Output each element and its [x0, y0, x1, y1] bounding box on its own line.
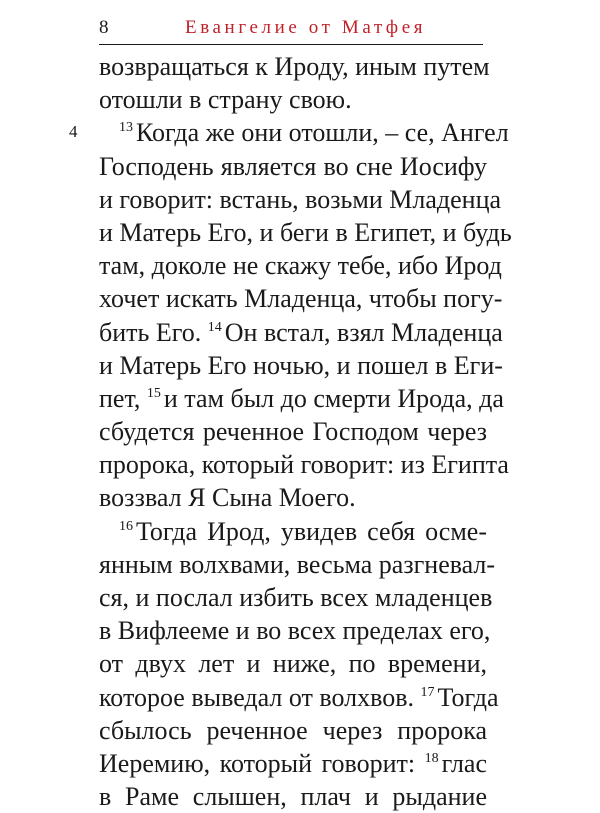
text-line: янным волхвами, весьма разгневал- — [99, 549, 496, 579]
text-line: сбудется реченное Господом через — [99, 417, 487, 447]
running-title: Евангелие от Матфея — [185, 17, 427, 38]
text-line: пророка, который говорит: из Египта — [99, 450, 509, 480]
text-line: воззвал Я Сына Моего. — [99, 483, 356, 513]
verse-number: 17 — [420, 684, 435, 700]
text-line: которое выведал от волхвов. $^{17}$ Тогда — [99, 682, 499, 712]
text-line: ся, и послал избить всех младенцев — [99, 583, 493, 612]
text-line: и говорит: встань, возьми Младенца — [99, 184, 502, 214]
text-line: $^{16}$ Тогда Ирод, увидев себя осме- — [119, 516, 487, 546]
text-line: сбылось реченное через пророка — [99, 715, 487, 745]
text-line: в Раме слышен, плач и рыдание — [99, 782, 487, 812]
text-line: от двух лет и ниже, по времени, — [99, 649, 487, 679]
page-number: 8 — [99, 17, 109, 38]
text-line: возвращаться к Ироду, иным путем — [99, 52, 490, 81]
margin-reference: 4 — [69, 122, 78, 141]
verse-number: 16 — [119, 518, 133, 534]
text-line: Господень является во сне Иосифу — [99, 151, 487, 181]
verse-number: 13 — [119, 120, 133, 136]
scripture-text — [99, 50, 512, 813]
text-line: в Вифлееме и во всех пределах его, — [99, 616, 491, 646]
text-line: и Матерь Его ночью, и пошел в Еги- — [99, 350, 503, 380]
text-line: $^{13}$ Когда же они отошли, – се, Ангел — [119, 118, 509, 148]
text-line: там, доколе не скажу тебе, ибо Ирод — [99, 251, 502, 281]
header-rule — [99, 44, 483, 45]
text-line: и Матерь Его, и беги в Египет, и будь — [99, 217, 512, 247]
text-line: отошли в страну свою. — [99, 85, 352, 115]
page-header — [99, 11, 483, 45]
text-line: хочет искать Младенца, чтобы погу- — [99, 284, 503, 314]
text-line: бить Его. $^{14}$ Он встал, взял Младенца — [99, 317, 503, 347]
verse-number: 15 — [146, 385, 161, 401]
text-line: пет, $^{15}$ и там был до смерти Ирода, да — [99, 383, 504, 413]
verse-number: 14 — [207, 319, 222, 335]
verse-number: 18 — [424, 750, 439, 766]
text-line: Иеремию, который говорит: $^{18}$ глас — [99, 748, 487, 778]
